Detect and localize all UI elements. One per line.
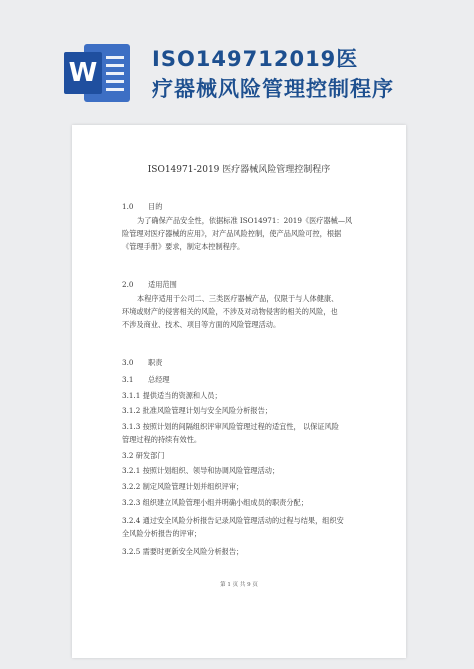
item-3-2-1: 3.2.1 按照计划组织、领导和协调风险管理活动； xyxy=(122,466,280,475)
title-line-1: ISO149712019医 xyxy=(152,47,359,71)
paragraph-line: 管理过程的持续有效性。 xyxy=(122,435,202,444)
paragraph-line: 不涉及商业、技术、项目等方面的风险管理活动。 xyxy=(122,320,281,329)
word-icon-letter: W xyxy=(64,52,102,94)
paragraph-line: 全风险分析报告的评审； xyxy=(122,529,202,538)
section-2-paragraph xyxy=(122,292,338,331)
section-2-number: 2.0 xyxy=(122,280,134,289)
section-1-title: 目的 xyxy=(148,202,163,211)
page-footer: 第 1 页 共 9 页 xyxy=(220,582,258,588)
section-2-title: 适用范围 xyxy=(148,280,177,289)
paragraph-line: 险管理对医疗器械的应用》，对产品风险控制，使产品风险可控，根据 xyxy=(122,229,342,238)
item-3-2-2: 3.2.2 制定风险管理计划并组织评审； xyxy=(122,482,244,491)
header xyxy=(0,0,474,125)
paragraph-line: 3.2.4 通过安全风险分析报告记录风险管理活动的过程与结果，组织安 xyxy=(122,516,344,525)
section-1-paragraph xyxy=(122,214,352,253)
document-title: ISO14971-2019 医疗器械风险管理控制程序 xyxy=(147,165,331,175)
paragraph-line: 《管理手册》要求，制定本控制程序。 xyxy=(122,242,245,251)
section-1-number: 1.0 xyxy=(122,202,134,211)
item-3-2-4 xyxy=(122,514,344,540)
paragraph-line: 3.1.3 按照计划的间隔组织评审风险管理过程的适宜性， 以保证风险 xyxy=(122,422,339,431)
paragraph-line: 本程序适用于公司二、三类医疗器械产品，仅限于与人体健康、 xyxy=(137,294,339,303)
section-3-2-title: 3.2 研发部门 xyxy=(122,451,165,460)
document-page xyxy=(72,125,406,658)
title-line-2: 疗器械风险管理控制程序 xyxy=(152,77,394,101)
item-3-2-3: 3.2.3 组织建立风险管理小组并明确小组成员的职责分配； xyxy=(122,498,308,507)
item-3-1-1: 3.1.1 提供适当的资源和人员； xyxy=(122,391,222,400)
item-3-1-2: 3.1.2 批准风险管理计划与安全风险分析报告； xyxy=(122,406,272,415)
page-title xyxy=(152,44,452,104)
section-3-1-title: 总经理 xyxy=(148,375,170,384)
paragraph-line: 为了确保产品安全性，依据标准 ISO14971：2019《医疗器械—风 xyxy=(137,216,353,225)
section-3-1-number: 3.1 xyxy=(122,375,134,384)
section-3-number: 3.0 xyxy=(122,358,134,367)
paragraph-line: 环境或财产的侵害相关的风险，不涉及对动物侵害的相关的风险，也 xyxy=(122,307,338,316)
item-3-1-3 xyxy=(122,420,339,446)
word-icon xyxy=(64,44,132,102)
section-3-title: 职责 xyxy=(148,358,163,367)
item-3-2-5: 3.2.5 需要时更新安全风险分析报告； xyxy=(122,547,244,556)
